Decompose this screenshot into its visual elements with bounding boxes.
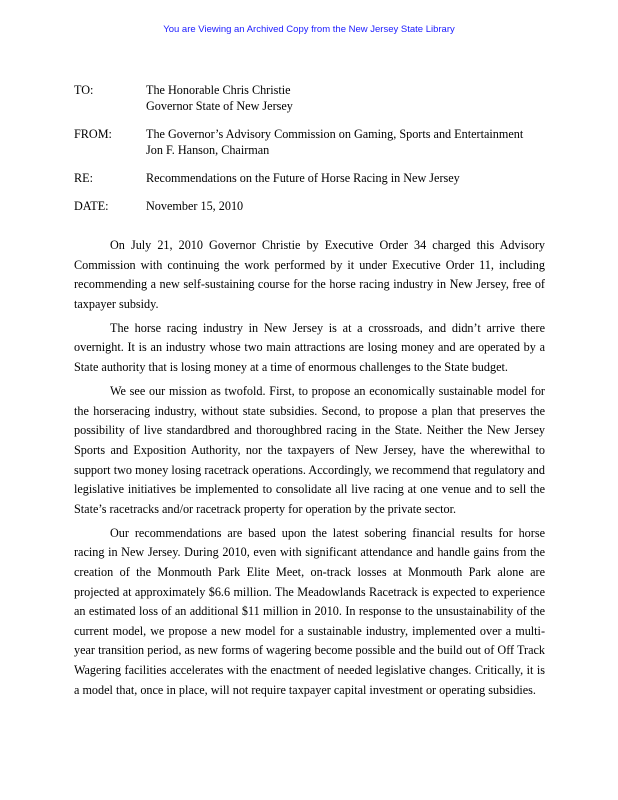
memo-to-label: TO: xyxy=(74,83,94,97)
memo-re-value xyxy=(146,170,554,186)
body-paragraph-2: The horse racing industry in New Jersey is at a crossroads, and didn’t arrive there overnight. It is an industry whose two main attractions are losing money and are operated by a State authority that is losing money at a time of enormous challenges to the State budget. xyxy=(74,320,545,375)
memo-to-line-1: The Honorable Chris Christie xyxy=(146,83,291,97)
memo-date-label: DATE: xyxy=(74,199,109,213)
memo-from-line-2: Jon F. Hanson, Chairman xyxy=(146,143,270,157)
memo-body xyxy=(74,236,545,705)
memo-to-value xyxy=(146,82,554,114)
archive-banner: You are Viewing an Archived Copy from the New Jersey State Library xyxy=(163,24,455,35)
memo-date-line-1: November 15, 2010 xyxy=(146,199,244,213)
memo-to-line-2: Governor State of New Jersey xyxy=(146,99,293,113)
body-paragraph-1: On July 21, 2010 Governor Christie by Executive Order 34 charged this Advisory Commission with continuing the work performed by it under Executive Order 11, including recommending a new self-sustaining course for the horse racing industry in New Jersey, free of taxpayer subsidy. xyxy=(74,238,545,311)
memo-from-value xyxy=(146,126,554,158)
memo-from-row xyxy=(74,126,554,158)
memo-re-row xyxy=(74,170,554,186)
body-paragraph-3: We see our mission as twofold. First, to propose an economically sustainable model for the horseracing industry, without state subsidies. Second, to propose a plan that preserves the possibility of live standardbred and thoroughbred racing in the State. Neither the New Jersey Sports and Exposition Authority, nor the taxpayers of New Jersey, have the wherewithal to support two money losing racetrack operations. Accordingly, we recommend that regulatory and legislative initiatives be implemented to consolidate all live racing at one venue and to sell the State’s racetracks and/or racetrack property for operation by the private sector. xyxy=(74,384,545,516)
memo-re-line-1: Recommendations on the Future of Horse Racing in New Jersey xyxy=(146,171,460,185)
memo-from-line-1: The Governor’s Advisory Commission on Gaming, Sports and Entertainment xyxy=(146,127,524,141)
memo-from-label: FROM: xyxy=(74,127,112,141)
memo-date-value xyxy=(146,198,554,214)
body-paragraph-4: Our recommendations are based upon the latest sobering financial results for horse racing in New Jersey. During 2010, even with significant attendance and handle gains from the creation of the Monmouth Park Elite Meet, on-track losses at Monmouth Park alone are projected at approximately $6.6 million. The Meadowlands Racetrack is expected to experience an estimated loss of an additional $11 million in 2010. In response to the unsustainability of the current model, we propose a new model for a sustainable industry, implemented over a multi-year transition period, as new forms of wagering become possible and the build out of Off Track Wagering facilities accelerates with the enactment of needed legislative changes. Critically, it is a model that, once in place, will not require taxpayer capital investment or operating subsidies. xyxy=(74,525,545,697)
memo-date-row xyxy=(74,198,554,214)
memo-re-label: RE: xyxy=(74,171,93,185)
memo-to-row xyxy=(74,82,554,114)
